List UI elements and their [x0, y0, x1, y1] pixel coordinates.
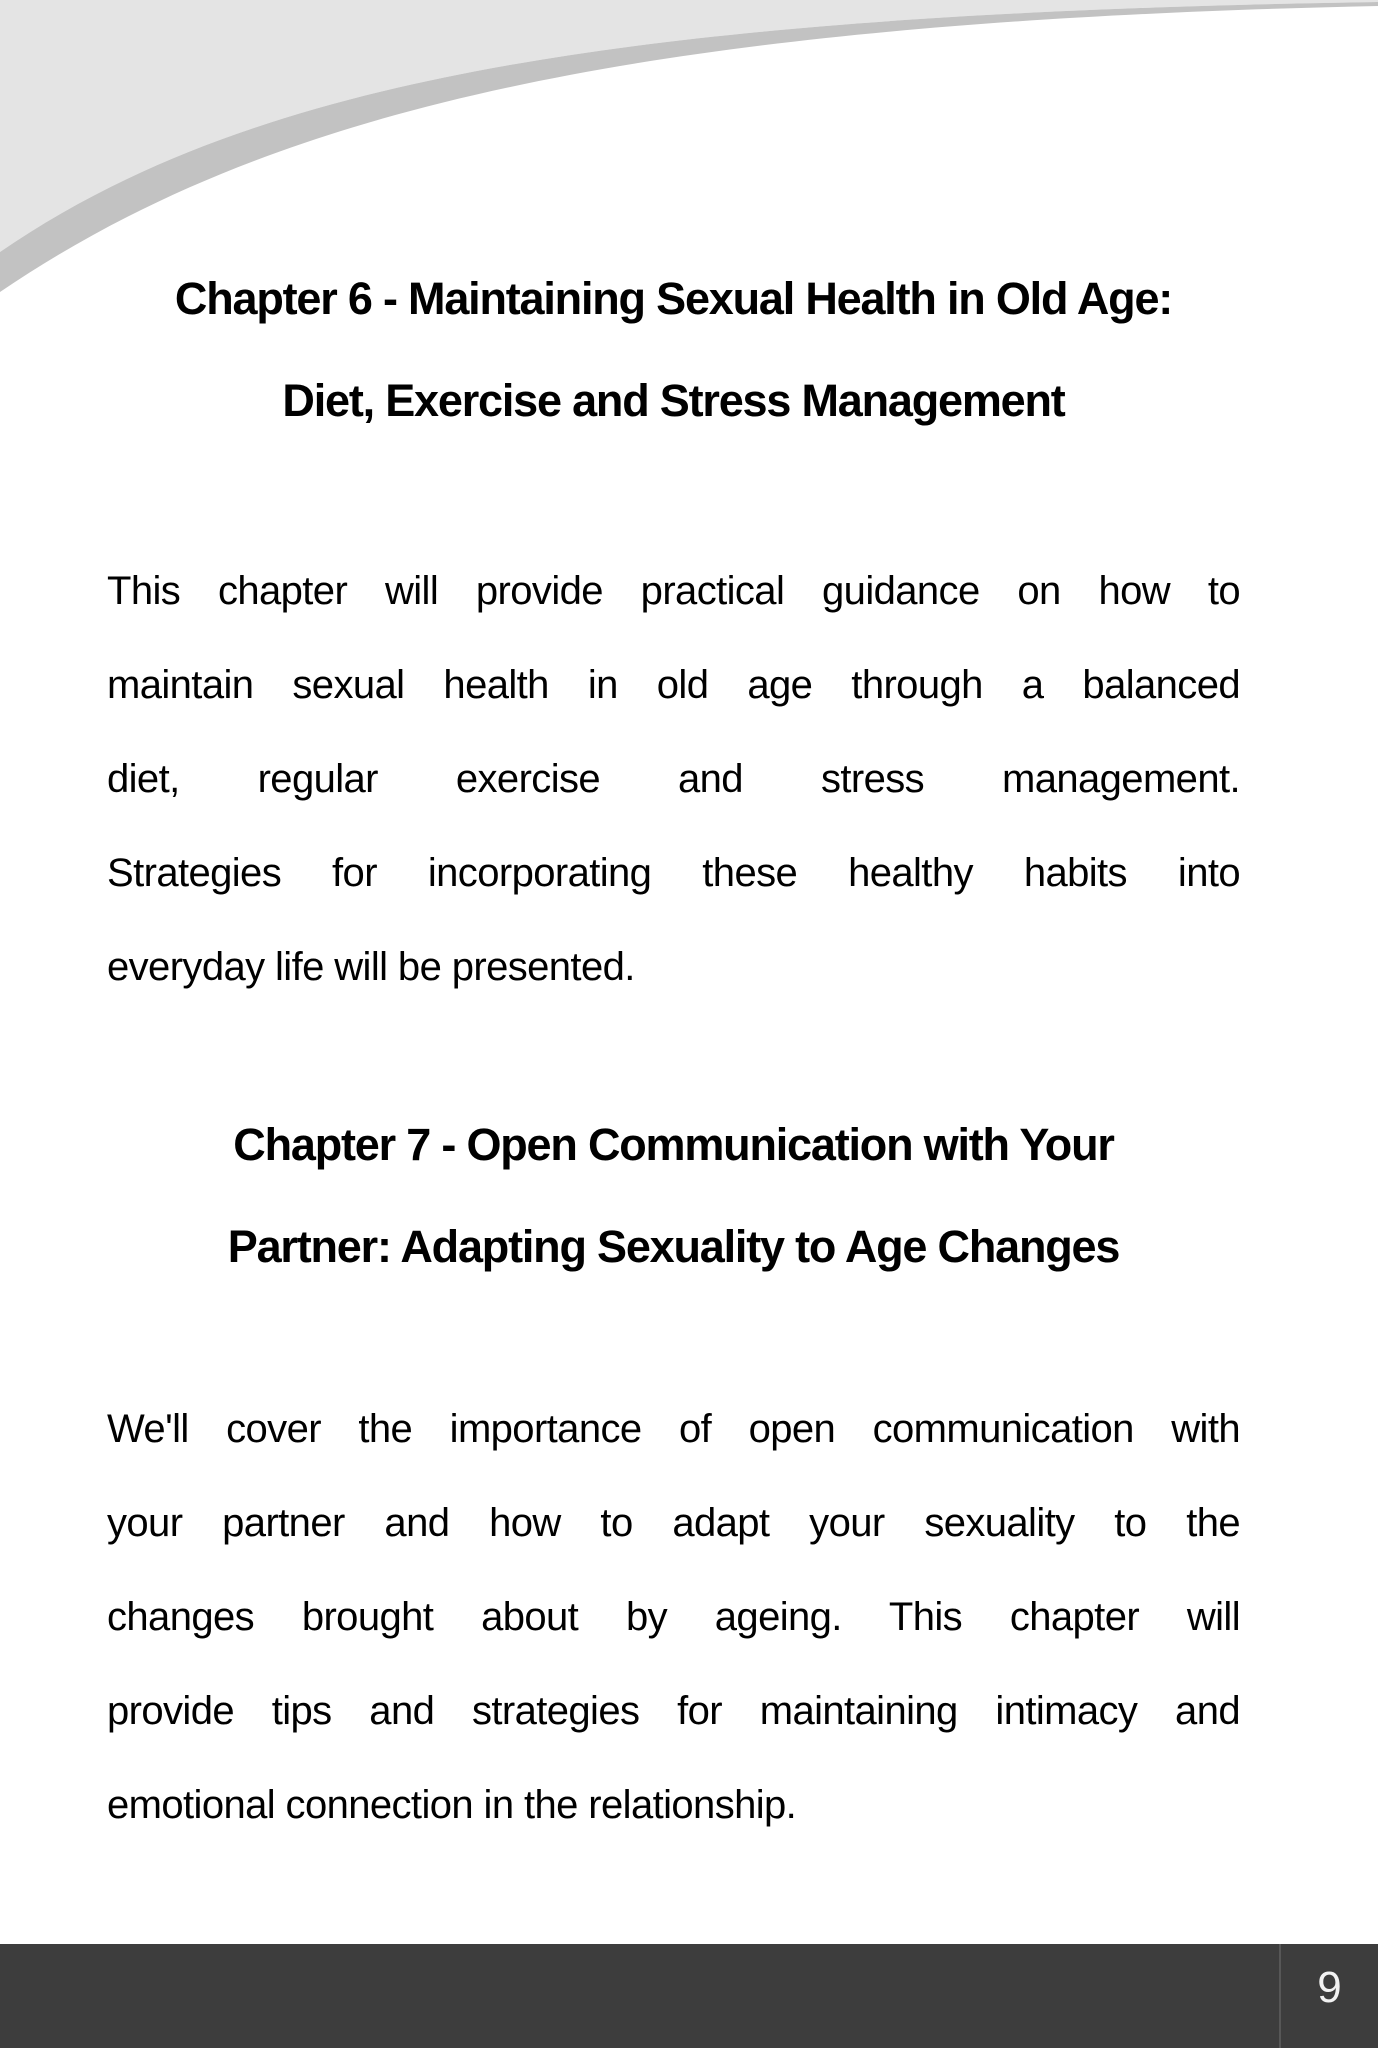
- heading-line: Diet, Exercise and Stress Management: [282, 375, 1065, 426]
- body-line: changes brought about by ageing. This chapter will: [107, 1595, 1240, 1639]
- chapter-7-summary: [107, 1382, 1240, 1852]
- page-footer: [0, 1944, 1378, 2048]
- heading-line: Partner: Adapting Sexuality to Age Changes: [227, 1221, 1120, 1272]
- heading-line: Chapter 6 - Maintaining Sexual Health in Old Age:: [174, 273, 1173, 324]
- heading-line: Chapter 7 - Open Communication with Your: [233, 1119, 1114, 1170]
- body-line: maintain sexual health in old age through a balanced: [107, 663, 1240, 707]
- page-number: 9: [1317, 1963, 1342, 2012]
- body-line: emotional connection in the relationship.: [107, 1783, 797, 1827]
- chapter-6-heading: [107, 248, 1240, 452]
- body-line: your partner and how to adapt your sexuality to the: [107, 1501, 1240, 1545]
- chapter-7-heading: [107, 1094, 1240, 1298]
- chapter-6-summary: [107, 544, 1240, 1014]
- body-line: provide tips and strategies for maintaining intimacy and: [107, 1689, 1240, 1733]
- body-line: Strategies for incorporating these healthy habits into: [107, 851, 1240, 895]
- body-line: This chapter will provide practical guidance on how to: [107, 569, 1240, 613]
- body-line: everyday life will be presented.: [107, 945, 635, 989]
- body-line: diet, regular exercise and stress management.: [107, 757, 1240, 801]
- body-line: We'll cover the importance of open communication with: [107, 1407, 1240, 1451]
